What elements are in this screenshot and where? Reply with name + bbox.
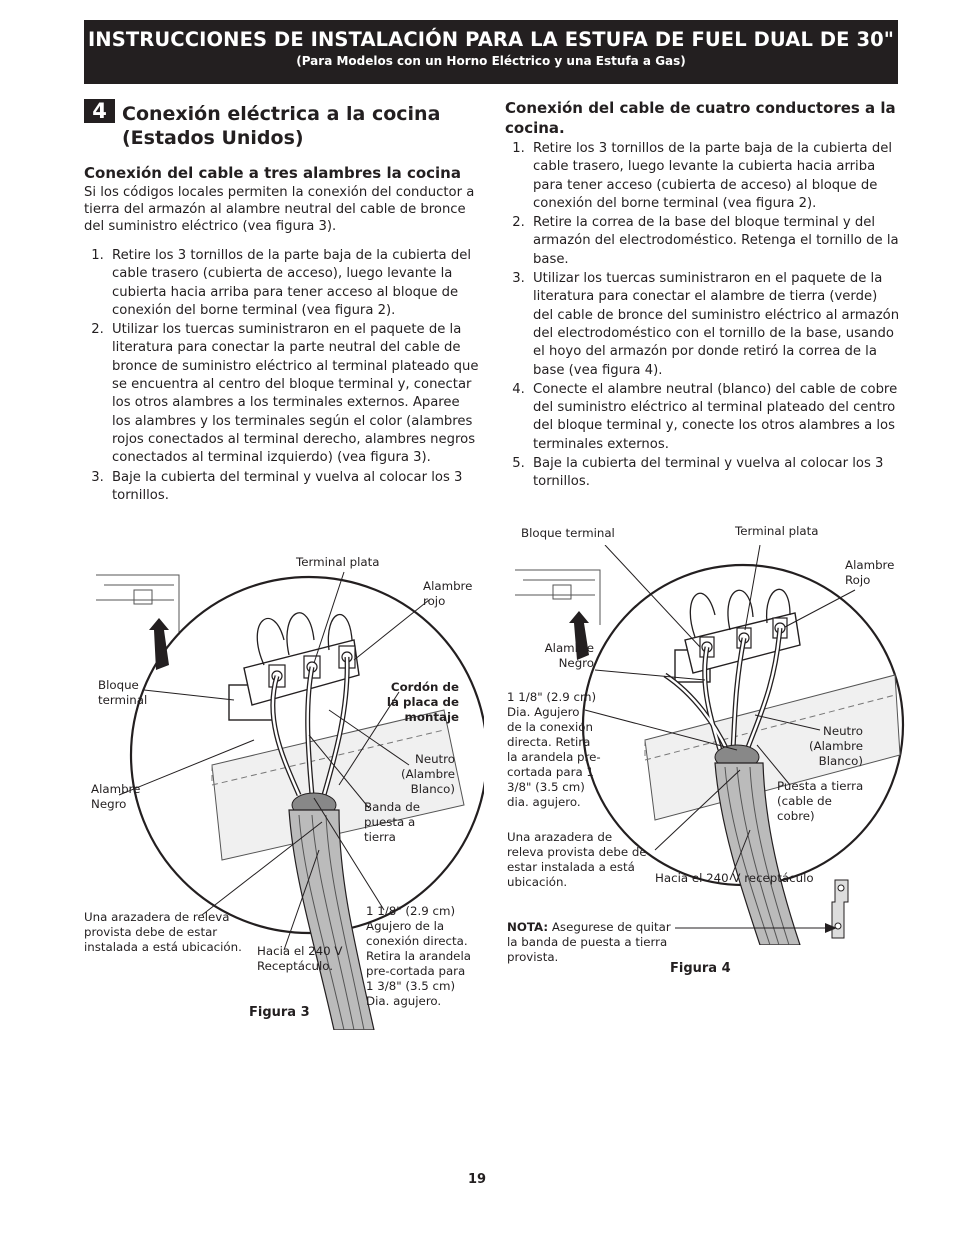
figure-3-caption: Figura 3 (249, 1005, 310, 1020)
fig3-label-cordon: Cordón de la placa de montaje (386, 680, 459, 724)
list-item: 3. Utilizar los tuercas suministraron en el paquete de la literatura para conectar el alambre de tierra (verde) del cable de bronce del suministro eléctrico al armazón del electrodoméstico con el tornillo de la base, usando el hoyo del armazón por donde retiró la correa de la base (vea figura 4). (529, 270, 900, 380)
fig3-label-arazadera: Una arazadera de releva provista debe de estar instalada a está ubicación. (84, 910, 242, 954)
fig4-note-label: NOTA: (507, 920, 549, 934)
fig3-label-agujero: 1 1/8" (2.9 cm) Agujero de la conexión directa. Retira la arandela pre-cortada para 1 3/8" (3.5 cm) Dia. agujero. (366, 904, 471, 1008)
fig4-label-puesta: Puesta a tierra (cable de cobre) (777, 779, 864, 823)
fig3-label-bloque-terminal: Bloque terminal (98, 678, 148, 707)
page-number: 19 (467, 1172, 487, 1187)
list-item: 5. Baje la cubierta del terminal y vuelva al colocar los 3 tornillos. (529, 455, 900, 492)
list-item: 4. Conecte el alambre neutral (blanco) del cable de cobre del suministro eléctrico al terminal plateado del centro del bloque terminal y, conecte los otros alambres a los terminales externos. (529, 381, 900, 454)
fig4-label-hacia: Hacia el 240 V receptáculo (655, 871, 814, 885)
header-banner (84, 20, 898, 84)
section-number: 4 (84, 99, 115, 123)
fig3-label-hacia: Hacia el 240 V Receptáculo. (257, 944, 343, 973)
three-wire-intro: Si los códigos locales permiten la conexión del conductor a tierra del armazón al alambre neutral del cable de bronce del suministro eléctrico (vea figura 3). (84, 185, 475, 234)
fig4-label-agujero: 1 1/8" (2.9 cm) Dia. Agujero de la conexión directa. Retira la arandela pre- cortada para 1 3/8" (3.5 cm) dia. agujero. (507, 690, 601, 809)
three-wire-heading: Conexión del cable a tres alambres la cocina (84, 164, 461, 182)
fig4-label-bloque-terminal: Bloque terminal (521, 526, 615, 540)
list-item: 1. Retire los 3 tornillos de la parte baja de la cubierta del cable trasero (cubierta de acceso), luego levante la cubierta hacia arriba para tener acceso al bloque de conexión del borne terminal (vea figura 2). (108, 247, 479, 320)
list-item: 1. Retire los 3 tornillos de la parte baja de la cubierta del cable trasero, luego levante la cubierta hacia arriba para tener acceso (cubierta de acceso) al bloque de conexión del borne terminal (vea figura 2). (529, 140, 900, 213)
list-item: 2. Utilizar los tuercas suministraron en el paquete de la literatura para conectar la parte neutral del cable de bronce de suministro eléctrico al terminal plateado que se encuentra al centro del bloque terminal y, conectar los otros alambres a los terminales externos. Aparee los alambres y los terminales según el color (alambres rojos conectados al terminal derecho, alambres negros conectados al terminal izquierdo) (vea figura 3). (108, 321, 479, 467)
fig4-label-arazadera: Una arazadera de releva provista debe de estar instalada a está ubicación. (507, 830, 647, 889)
fig4-label-alambre-rojo: Alambre Rojo (845, 558, 895, 587)
document-title: INSTRUCCIONES DE INSTALACIÓN PARA LA ESTUFA DE FUEL DUAL DE 30" (87, 28, 895, 51)
list-item: 3. Baje la cubierta del terminal y vuelva al colocar los 3 tornillos. (108, 469, 479, 506)
fig4-label-terminal-plata: Terminal plata (735, 524, 819, 538)
four-wire-steps (505, 140, 900, 493)
four-wire-heading: Conexión del cable de cuatro conductores a la cocina. (505, 99, 896, 137)
fig3-label-neutro: Neutro (Alambre Blanco) (400, 752, 455, 796)
fig4-note: NOTA: Asegurese de quitar la banda de puesta a tierra provista. (507, 920, 671, 964)
section-title-line2: (Estados Unidos) (122, 127, 304, 149)
list-item: 2. Retire la correa de la base del bloque terminal y del armazón del electrodoméstico. Retenga el tornillo de la base. (529, 214, 900, 269)
three-wire-steps (84, 247, 479, 506)
fig3-label-alambre-rojo: Alambre rojo (423, 579, 473, 608)
document-subtitle: (Para Modelos con un Horno Eléctrico y una Estufa a Gas) (296, 54, 686, 68)
fig3-label-terminal-plata: Terminal plata (296, 555, 380, 569)
fig3-label-alambre-negro: Alambre Negro (91, 782, 141, 811)
section-title (122, 102, 482, 150)
section-title-line1: Conexión eléctrica a la cocina (122, 103, 441, 125)
fig4-label-neutro: Neutro (Alambre Blanco) (808, 724, 863, 768)
figure-4-caption: Figura 4 (670, 961, 731, 976)
fig3-label-banda: Banda de puesta a tierra (364, 800, 421, 844)
fig4-label-alambre-negro: Alambre Negro (544, 641, 594, 670)
